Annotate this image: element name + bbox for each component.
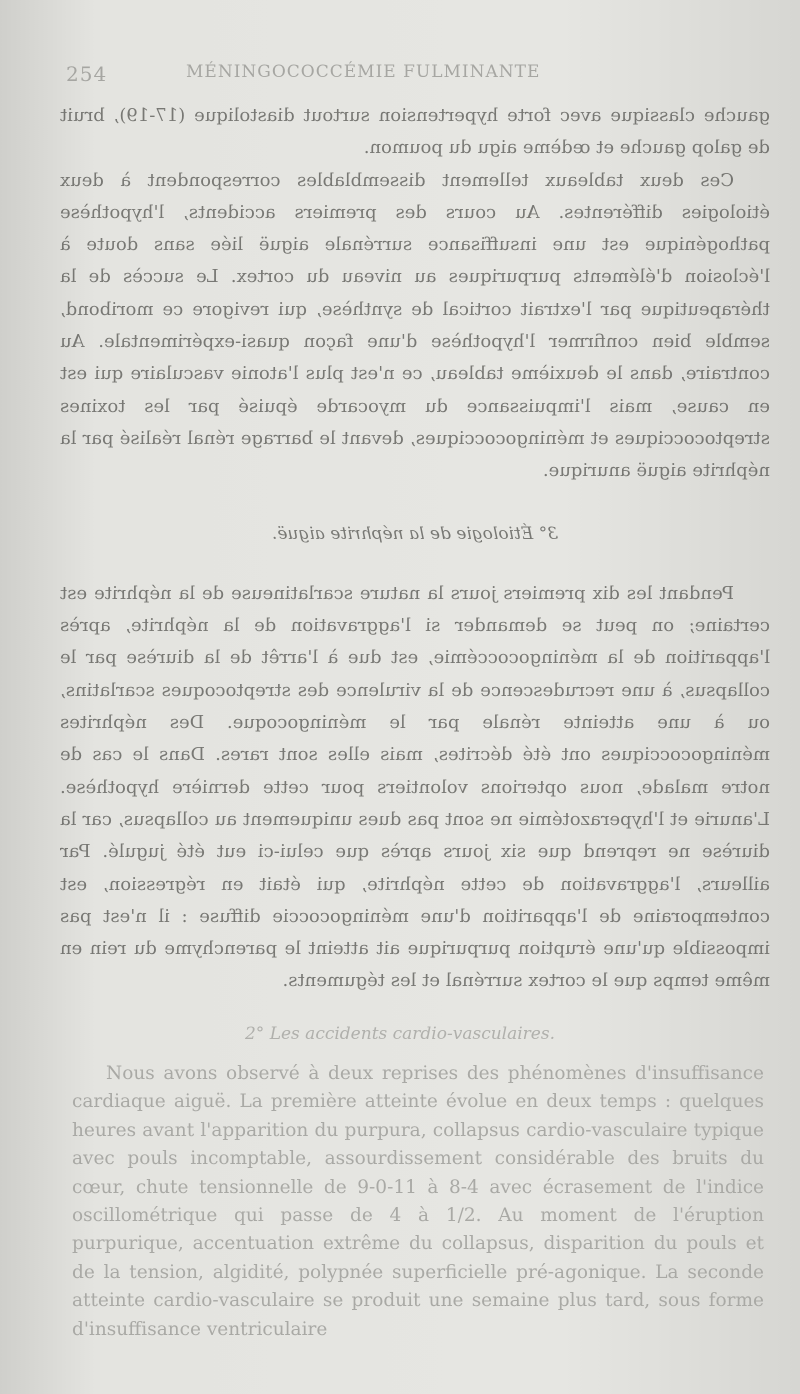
running-title: MÉNINGOCOCCÉMIE FULMINANTE <box>186 62 541 82</box>
section-title: 2° Les accidents cardio-vasculaires. <box>244 1024 555 1044</box>
page-header <box>66 52 746 92</box>
mirror-paragraph-2: Ces deux tableaux tellement dissemblables correspondent à deux étiologies différentes. Au cours des premiers accidents, l'hypothèse pathogénique est une insuffisance surrénale aiguë liée sans doute à l'éclosion d'éléments purpuriques au niveau du cortex. Le succès de la thérapeutique par l'extrait cortical de synthèse, qui revigore ce moribond, semble bien confirmer l'hypothèse d'une façon quasi-expérimentale. Au contraire, dans le deuxième tableau, ce n'est plus l'atonie vasculaire qui est en cause, mais l'impuissance du myocarde épuisé par les toxines streptococciques et méningococciques, devant le barrage rénal réalisé par la néphrite aiguë anurique. <box>60 169 770 482</box>
page-number: 254 <box>66 62 108 86</box>
body-paragraph: Nous avons observé à deux reprises des phénomènes d'insuffisance cardiaque aiguë. La première atteinte évolue en deux temps : quelques heures avant l'apparition du purpura, collapsus cardio-vasculaire typique avec pouls incomptable, assourdissement considérable des bruits du cœur, chute tensionnelle de 9-0-11 à 8-4 avec écrasement de l'indice oscillométrique qui passe de 4 à 1/2. Au moment de l'éruption purpurique, accentuation extrême du collapsus, disparition du pouls et de la tension, algidité, polypnée superficielle pré-agonique. La seconde atteinte cardio-vasculaire se produit une semaine plus tard, sous forme d'insuffisance ventriculaire <box>72 1063 764 1340</box>
mirror-paragraph-1: gauche classique avec forte hypertension surtout diastolique (17-19), bruit de galop gauche et œdème aigu du poumon. <box>60 105 770 159</box>
mirror-paragraph-3: Pendant les dix premiers jours la nature scarlatineuse de la néphrite est certaine; on peut se demander si l'aggravation de la néphrite, après l'apparition de la méningococcémie, est due à l'arrêt de la diurèse par le collapsus, à une recrudescence de la virulence des streptocoques scarlatins, ou à une atteinte rénale par le méningocoque. Des néphrites méningococciques ont été décrites, mais elles sont rares. Dans le cas de notre malade, nous opterions volontiers pour cette dernière hypothèse. L'anurie et l'hyperazotémie ne sont pas dues uniquement au collapsus, car la diurèse ne reprend que six jours après que celui-ci eut été jugulé. Par ailleurs, l'aggravation de cette néphrite, qui était en régression, est contemporaine de l'apparition d'une méningococcie diffuse : il n'est pas impossible qu'une éruption purpurique ait atteint le parenchyme du rein en même temps que le cortex surrénal et les téguments. <box>60 582 770 992</box>
show-through-text <box>60 100 770 998</box>
mirror-subheading: 3° Étiologie de la néphrite aiguë. <box>272 523 558 544</box>
body-text <box>72 1060 764 1344</box>
